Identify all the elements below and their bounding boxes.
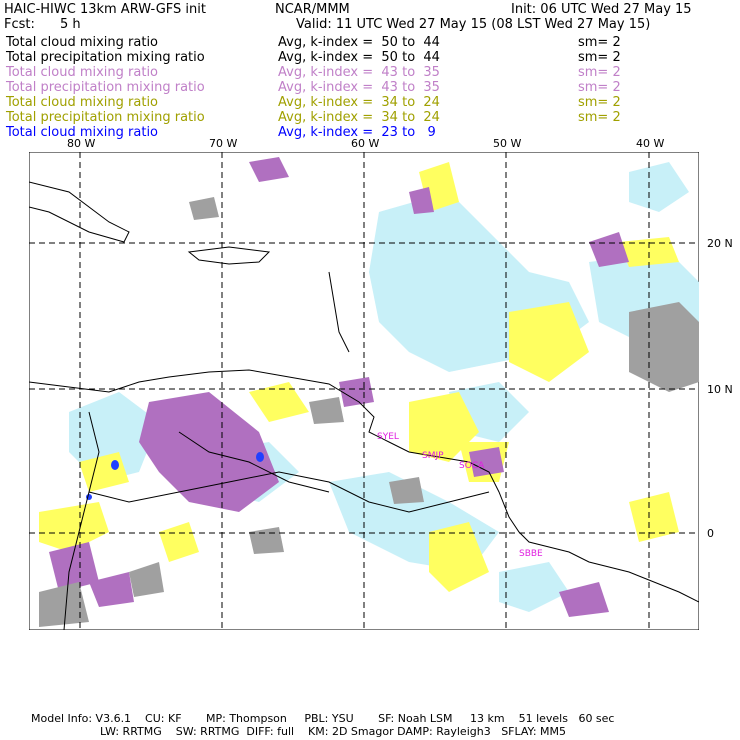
model-info-line1: Model Info: V3.6.1 CU: KF MP: Thompson PBL: YSU SF: Noah LSM 13 km 51 levels 60 sec — [31, 712, 615, 725]
valid-time: Valid: 11 UTC Wed 27 May 15 (08 LST Wed 27 May 15) — [296, 17, 651, 32]
station-label: SMJP — [422, 451, 444, 461]
field-smoothing: sm= 2 — [578, 50, 621, 65]
fcst-value: 5 h — [60, 17, 81, 32]
field-range: Avg, k-index = 50 to 44 — [278, 50, 440, 65]
fcst-label: Fcst: — [4, 17, 35, 32]
field-name: Total precipitation mixing ratio — [6, 80, 205, 95]
field-name: Total precipitation mixing ratio — [6, 110, 205, 125]
field-range: Avg, k-index = 34 to 24 — [278, 95, 440, 110]
model-title: HAIC-HIWC 13km ARW-GFS init — [4, 2, 206, 17]
field-name: Total cloud mixing ratio — [6, 95, 159, 110]
lon-label: 50 W — [493, 137, 522, 150]
station-label: SBBE — [519, 549, 543, 559]
init-time: Init: 06 UTC Wed 27 May 15 — [511, 2, 692, 17]
field-range: Avg, k-index = 50 to 44 — [278, 35, 440, 50]
field-name: Total precipitation mixing ratio — [6, 50, 205, 65]
map-panel — [29, 152, 699, 630]
field-name: Total cloud mixing ratio — [6, 35, 159, 50]
field-smoothing: sm= 2 — [578, 35, 621, 50]
lat-label: 20 N — [707, 237, 733, 250]
field-name: Total cloud mixing ratio — [6, 65, 159, 80]
field-smoothing: sm= 2 — [578, 65, 621, 80]
lon-label: 80 W — [67, 137, 96, 150]
field-smoothing: sm= 2 — [578, 95, 621, 110]
station-label: SOCA — [459, 461, 485, 471]
lon-label: 70 W — [209, 137, 238, 150]
org-label: NCAR/MMM — [275, 2, 350, 17]
field-smoothing: sm= 2 — [578, 110, 621, 125]
lat-label: 0 — [707, 527, 714, 540]
lon-label: 40 W — [636, 137, 665, 150]
field-range: Avg, k-index = 23 to 9 — [278, 125, 436, 140]
field-range: Avg, k-index = 43 to 35 — [278, 80, 440, 95]
field-name: Total cloud mixing ratio — [6, 125, 159, 140]
field-smoothing: sm= 2 — [578, 80, 621, 95]
lon-label: 60 W — [351, 137, 380, 150]
model-info-line2: LW: RRTMG SW: RRTMG DIFF: full KM: 2D Smagor DAMP: Rayleigh3 SFLAY: MM5 — [100, 725, 566, 738]
field-range: Avg, k-index = 43 to 35 — [278, 65, 440, 80]
lat-label: 10 N — [707, 383, 733, 396]
station-label: SYEL — [377, 432, 399, 442]
field-range: Avg, k-index = 34 to 24 — [278, 110, 440, 125]
